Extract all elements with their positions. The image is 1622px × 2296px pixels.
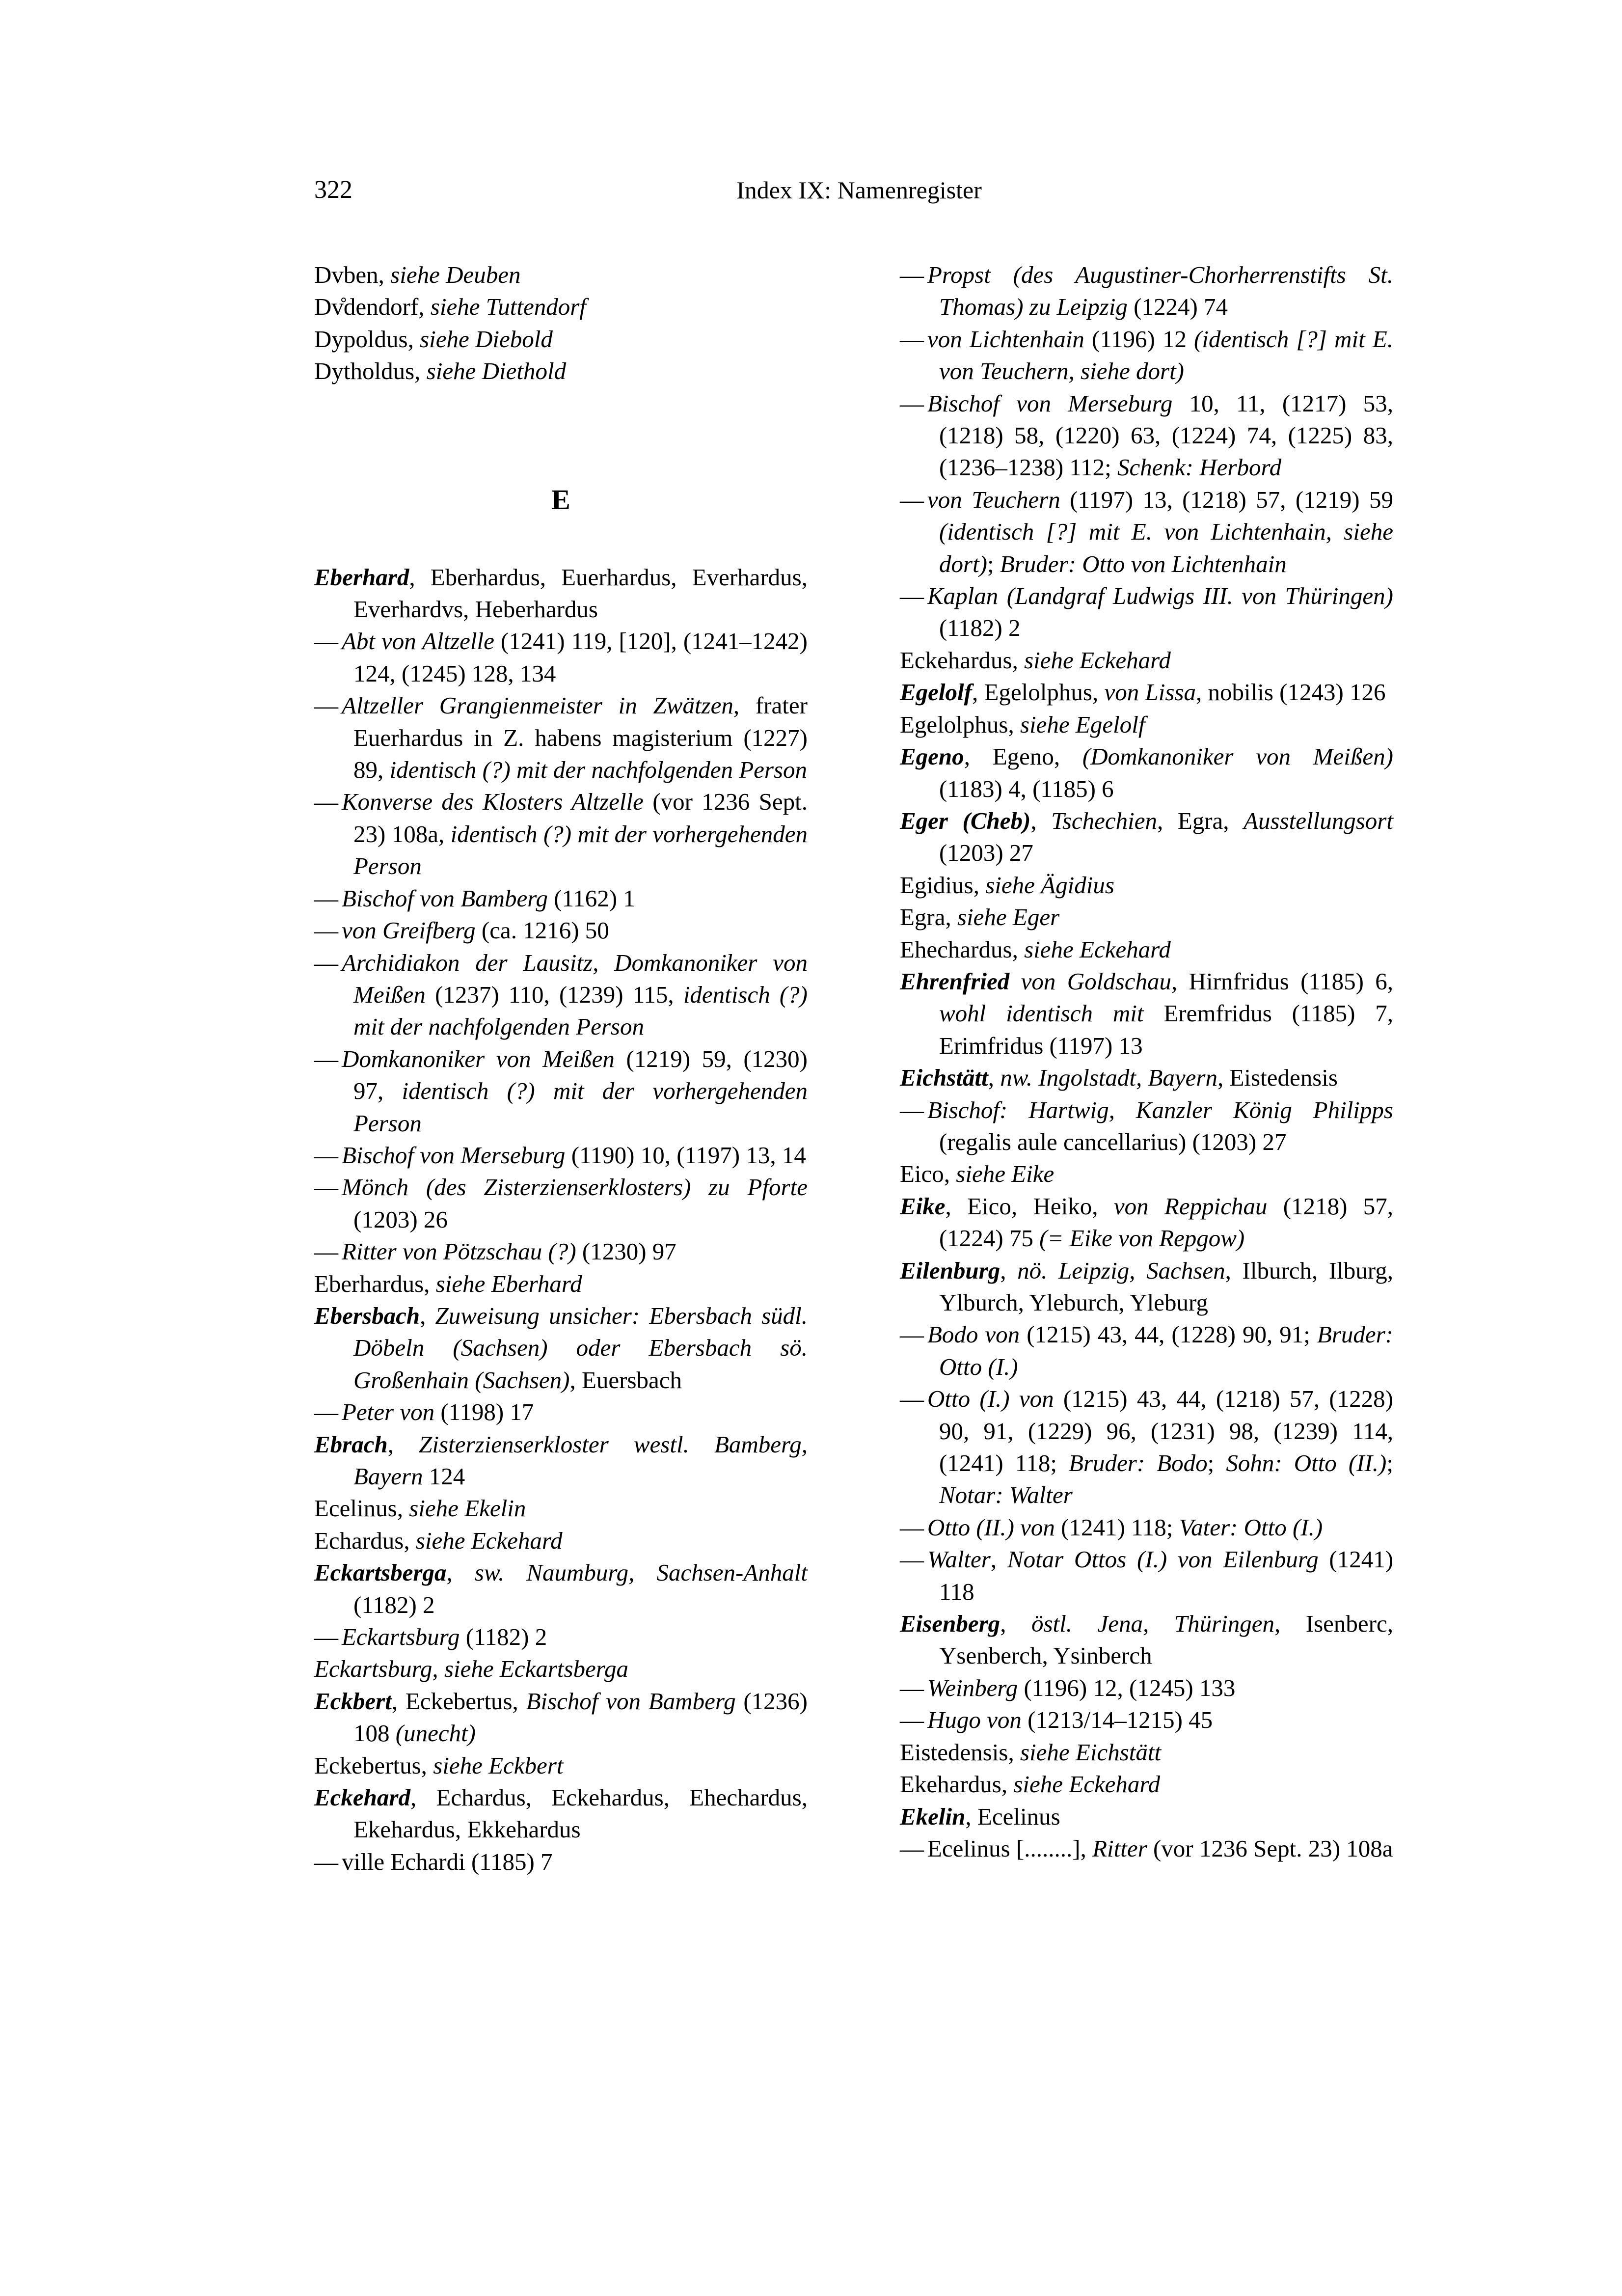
entry-italic-text: (Domkanoniker von Meißen) bbox=[1082, 743, 1393, 770]
entry-text: Eremfridus (1185) 7, Erimfridus (1197) 13 bbox=[939, 1000, 1393, 1059]
entry-text: (1237) 110, (1239) 115, bbox=[425, 981, 683, 1008]
entry-italic-text: Walter bbox=[927, 1546, 991, 1573]
entry-italic-text: wohl identisch mit bbox=[939, 1000, 1144, 1027]
entry-headword: Egelolf bbox=[900, 679, 972, 706]
subentry-dash: — bbox=[900, 582, 924, 610]
entry-headword: Ehrenfried bbox=[900, 967, 1010, 995]
subentry-dash: — bbox=[900, 389, 924, 417]
entry-headword: Eckartsberga bbox=[314, 1559, 447, 1586]
entry-text: (1197) 13, (1218) 57, (1219) 59 bbox=[1060, 486, 1393, 513]
index-subentry bbox=[314, 1621, 808, 1653]
index-entry bbox=[900, 805, 1393, 869]
entry-text: (1241) 118 bbox=[939, 1546, 1394, 1605]
entry-text: , Eberhardus, Euerhardus, Everhardus, Everhardvs, Heberhardus bbox=[353, 563, 808, 623]
index-subentry bbox=[314, 1139, 808, 1171]
entry-italic-text: Bruder: Otto von Lichtenhain bbox=[1000, 550, 1287, 577]
entry-italic-text: Notar Ottos (I.) von Eilenburg bbox=[1007, 1546, 1319, 1573]
entry-italic-text: Tschechien bbox=[1051, 807, 1158, 834]
subentry-dash: — bbox=[314, 692, 338, 719]
entry-text: (ca. 1216) 50 bbox=[475, 917, 609, 944]
entry-text: Egra, bbox=[900, 903, 957, 931]
entry-italic-text: nw. Ingolstadt, Bayern bbox=[1000, 1064, 1217, 1092]
index-subentry bbox=[314, 689, 808, 786]
subentry-dash: — bbox=[314, 949, 338, 976]
entry-text: , bbox=[990, 1546, 1007, 1573]
index-entry bbox=[900, 1768, 1393, 1800]
entry-text: , Egeno, bbox=[964, 743, 1082, 770]
entry-text: (1224) 74 bbox=[1127, 293, 1228, 321]
entry-italic-text: siehe Diethold bbox=[426, 357, 567, 385]
index-entry bbox=[314, 1685, 808, 1749]
subentry-dash: — bbox=[900, 486, 924, 513]
entry-headword: Eger (Cheb) bbox=[900, 807, 1031, 834]
index-subentry bbox=[900, 1704, 1393, 1736]
index-subentry bbox=[900, 1094, 1393, 1158]
entry-text: , Eckebertus, bbox=[391, 1687, 526, 1715]
entry-italic-text: nö. Leipzig, Sachsen bbox=[1017, 1257, 1225, 1284]
entry-text: Egidius, bbox=[900, 871, 986, 899]
entry-text: (1215) 43, 44, (1218) 57, (1228) 90, 91, (1229) 96, (1231) 98, (1239) 114, (1241) 118; bbox=[939, 1385, 1393, 1477]
entry-italic-text: siehe Eckehard bbox=[415, 1527, 563, 1554]
entry-text: Eckehardus, bbox=[900, 646, 1025, 674]
entry-text: 124 bbox=[423, 1463, 465, 1490]
index-subentry bbox=[900, 1543, 1393, 1608]
entry-text: (1182) 2 bbox=[460, 1623, 547, 1651]
index-entry bbox=[314, 1492, 808, 1524]
entry-text: Ecelinus, bbox=[314, 1495, 409, 1522]
entry-text: (1182) 2 bbox=[939, 614, 1021, 642]
entry-italic-text: siehe Eckehard bbox=[1013, 1771, 1161, 1798]
entry-italic-text: von Teuchern bbox=[927, 486, 1060, 513]
entry-italic-text: Bischof von Merseburg bbox=[342, 1141, 566, 1169]
left-entries-after bbox=[314, 561, 808, 1878]
index-entry bbox=[900, 1255, 1393, 1319]
entry-text: , bbox=[1030, 807, 1052, 834]
index-entry bbox=[314, 355, 808, 387]
running-head: Index IX: Namenregister bbox=[736, 176, 982, 204]
entry-italic-text: Altzeller Grangienmeister in Zwätzen bbox=[342, 692, 733, 719]
entry-italic-text: siehe Eger bbox=[957, 903, 1060, 931]
entry-italic-text: Domkanoniker von Meißen bbox=[342, 1045, 615, 1072]
entry-italic-text: Bischof von Merseburg bbox=[927, 389, 1173, 417]
entry-headword: Eichstätt bbox=[900, 1064, 988, 1092]
index-subentry bbox=[900, 1832, 1393, 1864]
entry-headword: Eckbert bbox=[314, 1687, 392, 1715]
entry-text: (1203) 26 bbox=[353, 1205, 448, 1233]
index-entry bbox=[900, 676, 1393, 708]
entry-italic-text: siehe Ägidius bbox=[985, 871, 1114, 899]
entry-text: Ehechardus, bbox=[900, 935, 1025, 963]
entry-italic-text: Bodo von bbox=[927, 1321, 1020, 1348]
index-entry bbox=[314, 1268, 808, 1300]
index-entry bbox=[314, 1781, 808, 1846]
entry-text: ville Echardi (1185) 7 bbox=[342, 1848, 553, 1875]
subentry-dash: — bbox=[314, 1398, 338, 1426]
entry-italic-text: identisch (?) mit der vorhergehenden Person bbox=[353, 1077, 808, 1137]
entry-text: Egelolphus, bbox=[900, 711, 1020, 738]
entry-text: (1241) 119, [120], (1241–1242) 124, (1245) 128, 134 bbox=[353, 628, 808, 687]
index-entry bbox=[314, 1300, 808, 1396]
entry-text: (1218) 57, (1224) 75 bbox=[939, 1192, 1393, 1252]
entry-text: , bbox=[1000, 1610, 1031, 1638]
index-entry bbox=[314, 1557, 808, 1621]
entry-italic-text: sw. Naumburg, Sachsen-Anhalt bbox=[474, 1559, 808, 1586]
entry-text: Eico, bbox=[900, 1160, 956, 1188]
left-entries-before bbox=[314, 259, 808, 387]
index-subentry bbox=[314, 1235, 808, 1267]
entry-headword: Eisenberg bbox=[900, 1610, 1000, 1638]
entry-italic-text: (identisch [?] mit E. von Lichtenhain, siehe dort) bbox=[939, 518, 1393, 577]
entry-italic-text: Bruder: Bodo bbox=[1069, 1449, 1208, 1477]
entry-headword: Ebersbach bbox=[314, 1302, 420, 1329]
index-subentry bbox=[900, 1672, 1393, 1704]
entry-text: Ecelinus [........], bbox=[927, 1834, 1093, 1862]
entry-text: Echardus, bbox=[314, 1527, 416, 1554]
subentry-dash: — bbox=[900, 1096, 924, 1123]
index-subentry bbox=[314, 914, 808, 946]
entry-text: (1190) 10, (1197) 13, 14 bbox=[565, 1141, 806, 1169]
entry-text: (vor 1236 Sept. 23) 108a bbox=[1147, 1834, 1393, 1862]
entry-text: (1203) 27 bbox=[939, 839, 1033, 867]
entry-text: Ekehardus, bbox=[900, 1771, 1014, 1798]
entry-italic-text: Otto (II.) von bbox=[927, 1513, 1055, 1541]
index-entry bbox=[314, 1749, 808, 1781]
index-entry bbox=[900, 1608, 1393, 1672]
entry-italic-text: siehe Eike bbox=[956, 1160, 1054, 1188]
entry-italic-text: Hugo von bbox=[927, 1706, 1022, 1734]
entry-italic-text: Bruder: Otto (I.) bbox=[939, 1321, 1393, 1380]
entry-italic-text: siehe Eckehard bbox=[1024, 646, 1171, 674]
entry-text: , Ilburch, Ilburg, Ylburch, Yleburch, Yleburg bbox=[939, 1257, 1393, 1316]
entry-text: Dv̊dendorf, bbox=[314, 293, 431, 321]
entry-italic-text: Abt von Altzelle bbox=[342, 628, 494, 655]
entry-italic-text: siehe Diebold bbox=[420, 325, 553, 353]
entry-italic-text: Mönch (des Zisterzienserklosters) zu Pforte bbox=[342, 1174, 808, 1201]
index-subentry bbox=[314, 882, 808, 914]
index-entry bbox=[314, 291, 808, 323]
index-entry bbox=[314, 323, 808, 355]
entry-text: (1183) 4, (1185) 6 bbox=[939, 775, 1114, 802]
entry-text: Dytholdus, bbox=[314, 357, 427, 385]
subentry-dash: — bbox=[900, 1385, 924, 1413]
entry-italic-text: von Greifberg bbox=[342, 917, 476, 944]
entry-italic-text: Bischof: Hartwig, Kanzler König Philipps bbox=[927, 1096, 1393, 1123]
entry-text: (vor 1236 Sept. 23) 108a, bbox=[353, 788, 808, 847]
entry-italic-text: Weinberg bbox=[927, 1674, 1018, 1701]
right-entries bbox=[900, 259, 1393, 1864]
entry-text: , Echardus, Eckehardus, Ehechardus, Ekehardus, Ekkehardus bbox=[353, 1784, 808, 1843]
index-entry bbox=[900, 709, 1393, 740]
entry-italic-text: Ritter bbox=[1092, 1834, 1147, 1862]
entry-italic-text: Kaplan (Landgraf Ludwigs III. von Thüringen) bbox=[927, 582, 1393, 610]
entry-text: , Eistedensis bbox=[1217, 1064, 1338, 1092]
subentry-dash: — bbox=[900, 325, 924, 353]
index-subentry bbox=[900, 1511, 1393, 1543]
entry-italic-text: Sohn: Otto (II.) bbox=[1226, 1449, 1387, 1477]
index-entry bbox=[900, 1062, 1393, 1093]
entry-text: (1219) 59, (1230) 97, bbox=[353, 1045, 808, 1105]
index-subentry bbox=[314, 625, 808, 689]
entry-text: ; bbox=[987, 550, 1000, 577]
entry-text: , bbox=[988, 1064, 1000, 1092]
entry-italic-text: Vater: Otto (I.) bbox=[1179, 1513, 1323, 1541]
entry-headword: Ebrach bbox=[314, 1430, 388, 1458]
entry-text: 10, 11, (1217) 53, (1218) 58, (1220) 63, (1224) 74, (1225) 83, (1236–1238) 112; bbox=[939, 389, 1393, 481]
entry-italic-text: siehe Eckehard bbox=[1024, 935, 1171, 963]
index-subentry bbox=[900, 259, 1393, 323]
entry-text: (1196) 12, (1245) 133 bbox=[1018, 1674, 1236, 1701]
entry-text: , Hirnfridus (1185) 6, bbox=[1171, 967, 1394, 995]
entry-text: ; bbox=[1386, 1449, 1393, 1477]
index-entry bbox=[900, 1190, 1393, 1255]
index-entry bbox=[314, 1653, 808, 1685]
subentry-dash: — bbox=[314, 1174, 338, 1201]
index-entry bbox=[900, 933, 1393, 965]
subentry-dash: — bbox=[900, 1321, 924, 1348]
entry-italic-text: Bischof von Bamberg bbox=[526, 1687, 736, 1715]
entry-text: (1213/14–1215) 45 bbox=[1021, 1706, 1213, 1734]
index-subentry bbox=[314, 1171, 808, 1235]
section-letter-heading: E bbox=[551, 483, 570, 516]
index-subentry bbox=[314, 786, 808, 882]
subentry-dash: — bbox=[900, 1546, 924, 1573]
subentry-dash: — bbox=[314, 884, 338, 912]
entry-text: , Isenberc, Ysenberch, Ysinberch bbox=[939, 1610, 1393, 1669]
subentry-dash: — bbox=[314, 628, 338, 655]
subentry-dash: — bbox=[314, 1848, 338, 1875]
entry-italic-text: siehe Ekelin bbox=[409, 1495, 526, 1522]
index-subentry bbox=[314, 1846, 808, 1878]
entry-italic-text: siehe Tuttendorf bbox=[430, 293, 586, 321]
entry-text: Eckebertus, bbox=[314, 1751, 433, 1779]
entry-text: , Egelolphus, bbox=[972, 679, 1105, 706]
entry-italic-text: Archidiakon der Lausitz, Domkanoniker von Meißen bbox=[342, 949, 808, 1008]
entry-headword: Egeno bbox=[900, 743, 964, 770]
index-entry bbox=[900, 644, 1393, 676]
index-entry bbox=[900, 1736, 1393, 1768]
entry-italic-text: Otto (I.) von bbox=[927, 1385, 1054, 1413]
entry-italic-text: Notar: Walter bbox=[939, 1481, 1073, 1509]
entry-text: ; bbox=[1207, 1449, 1226, 1477]
entry-text: (1162) 1 bbox=[548, 884, 635, 912]
entry-headword: Eilenburg bbox=[900, 1257, 1000, 1284]
entry-italic-text: identisch (?) mit der nachfolgenden Person bbox=[353, 981, 808, 1040]
index-entry bbox=[900, 869, 1393, 901]
entry-italic-text: Peter von bbox=[342, 1398, 435, 1426]
index-subentry bbox=[314, 947, 808, 1043]
entry-italic-text: identisch (?) mit der vorhergehenden Person bbox=[353, 820, 808, 880]
entry-text: , Euersbach bbox=[569, 1366, 682, 1394]
entry-italic-text: von Goldschau bbox=[1021, 967, 1172, 995]
entry-text: , Egra, bbox=[1157, 807, 1244, 834]
entry-italic-text: (= Eike von Repgow) bbox=[1039, 1225, 1245, 1252]
index-entry bbox=[314, 1428, 808, 1493]
entry-italic-text: Zuweisung unsicher: Ebersbach südl. Döbeln (Sachsen) oder Ebersbach sö. Großenhain (Sachsen) bbox=[353, 1302, 808, 1394]
entry-italic-text: Eckartsburg, siehe Eckartsberga bbox=[314, 1655, 629, 1683]
entry-italic-text: Bischof von Bamberg bbox=[342, 884, 548, 912]
entry-text: (1215) 43, 44, (1228) 90, 91; bbox=[1020, 1321, 1317, 1348]
entry-text: (1196) 12 bbox=[1084, 325, 1194, 353]
entry-text: , Eico, Heiko, bbox=[945, 1192, 1114, 1220]
entry-italic-text: identisch (?) mit der nachfolgenden Person bbox=[389, 756, 808, 784]
entry-italic-text: Ausstellungsort bbox=[1244, 807, 1393, 834]
index-subentry bbox=[314, 1396, 808, 1428]
entry-text: , frater Euerhardus in Z. habens magisterium (1227) 89, bbox=[353, 692, 808, 784]
index-entry bbox=[900, 965, 1393, 1062]
entry-italic-text: Ritter von Pötzschau (?) bbox=[342, 1238, 576, 1265]
index-subentry bbox=[900, 1383, 1393, 1511]
entry-text: Eberhardus, bbox=[314, 1270, 436, 1297]
entry-text: (1241) 118; bbox=[1054, 1513, 1179, 1541]
subentry-dash: — bbox=[314, 1623, 338, 1651]
subentry-dash: — bbox=[314, 788, 338, 816]
index-entry bbox=[900, 1801, 1393, 1832]
entry-text: , nobilis (1243) 126 bbox=[1195, 679, 1386, 706]
entry-text: Dypoldus, bbox=[314, 325, 420, 353]
entry-italic-text: siehe Eberhard bbox=[435, 1270, 582, 1297]
entry-italic-text: Propst (des Augustiner-Chorherrenstifts St. Thomas) zu Leipzig bbox=[927, 261, 1393, 321]
index-subentry bbox=[900, 484, 1393, 580]
entry-headword: Eckehard bbox=[314, 1784, 410, 1811]
entry-text: (1236) 108 bbox=[353, 1687, 808, 1747]
entry-text: (1198) 17 bbox=[434, 1398, 534, 1426]
index-subentry bbox=[314, 1043, 808, 1139]
subentry-dash: — bbox=[900, 1706, 924, 1734]
index-subentry bbox=[900, 387, 1393, 484]
right-column bbox=[900, 259, 1393, 1864]
entry-text: (1182) 2 bbox=[353, 1591, 435, 1618]
entry-italic-text: Schenk: Herbord bbox=[1117, 454, 1282, 481]
entry-italic-text: siehe Deuben bbox=[390, 261, 521, 288]
index-entry bbox=[314, 1525, 808, 1557]
index-subentry bbox=[900, 323, 1393, 387]
subentry-dash: — bbox=[314, 1238, 338, 1265]
subentry-dash: — bbox=[900, 261, 924, 288]
entry-italic-text: siehe Egelolf bbox=[1020, 711, 1145, 738]
entry-italic-text: von Lissa bbox=[1104, 679, 1196, 706]
subentry-dash: — bbox=[314, 917, 338, 944]
entry-text: Dvben, bbox=[314, 261, 391, 288]
entry-italic-text: siehe Eckbert bbox=[433, 1751, 564, 1779]
index-entry bbox=[314, 561, 808, 626]
entry-text: , bbox=[420, 1302, 435, 1329]
entry-headword: Ekelin bbox=[900, 1803, 966, 1830]
index-entry bbox=[900, 740, 1393, 805]
entry-text: , bbox=[446, 1559, 475, 1586]
entry-headword: Eberhard bbox=[314, 563, 409, 591]
entry-italic-text: (identisch [?] mit E. von Teuchern, siehe dort) bbox=[939, 325, 1393, 385]
index-entry bbox=[900, 901, 1393, 933]
subentry-dash: — bbox=[900, 1513, 924, 1541]
entry-text bbox=[1009, 968, 1021, 995]
entry-italic-text: Zisterzienserkloster westl. Bamberg, Bayern bbox=[353, 1430, 808, 1490]
subentry-dash: — bbox=[900, 1674, 924, 1701]
entry-text: (regalis aule cancellarius) (1203) 27 bbox=[939, 1128, 1287, 1155]
entry-italic-text: von Lichtenhain bbox=[927, 325, 1084, 353]
entry-text: , Ecelinus bbox=[965, 1803, 1060, 1830]
entry-text: , bbox=[387, 1430, 419, 1458]
entry-italic-text: siehe Eichstätt bbox=[1020, 1738, 1162, 1766]
page-number: 322 bbox=[314, 176, 352, 204]
entry-italic-text: Eckartsburg bbox=[342, 1623, 460, 1651]
entry-text: (1230) 97 bbox=[576, 1238, 676, 1265]
entry-italic-text: von Reppichau bbox=[1113, 1192, 1268, 1220]
index-subentry bbox=[900, 580, 1393, 644]
subentry-dash: — bbox=[900, 1834, 924, 1862]
entry-text: , bbox=[1000, 1257, 1018, 1284]
index-subentry bbox=[900, 1318, 1393, 1383]
entry-headword: Eike bbox=[900, 1192, 946, 1220]
left-column bbox=[314, 259, 808, 1878]
subentry-dash: — bbox=[314, 1045, 338, 1072]
entry-italic-text: Konverse des Klosters Altzelle bbox=[342, 788, 644, 816]
entry-italic-text: östl. Jena, Thüringen bbox=[1031, 1610, 1275, 1638]
entry-italic-text: (unecht) bbox=[395, 1720, 476, 1747]
subentry-dash: — bbox=[314, 1141, 338, 1169]
index-entry bbox=[900, 1158, 1393, 1190]
index-entry bbox=[314, 259, 808, 291]
entry-text: Eistedensis, bbox=[900, 1738, 1020, 1766]
